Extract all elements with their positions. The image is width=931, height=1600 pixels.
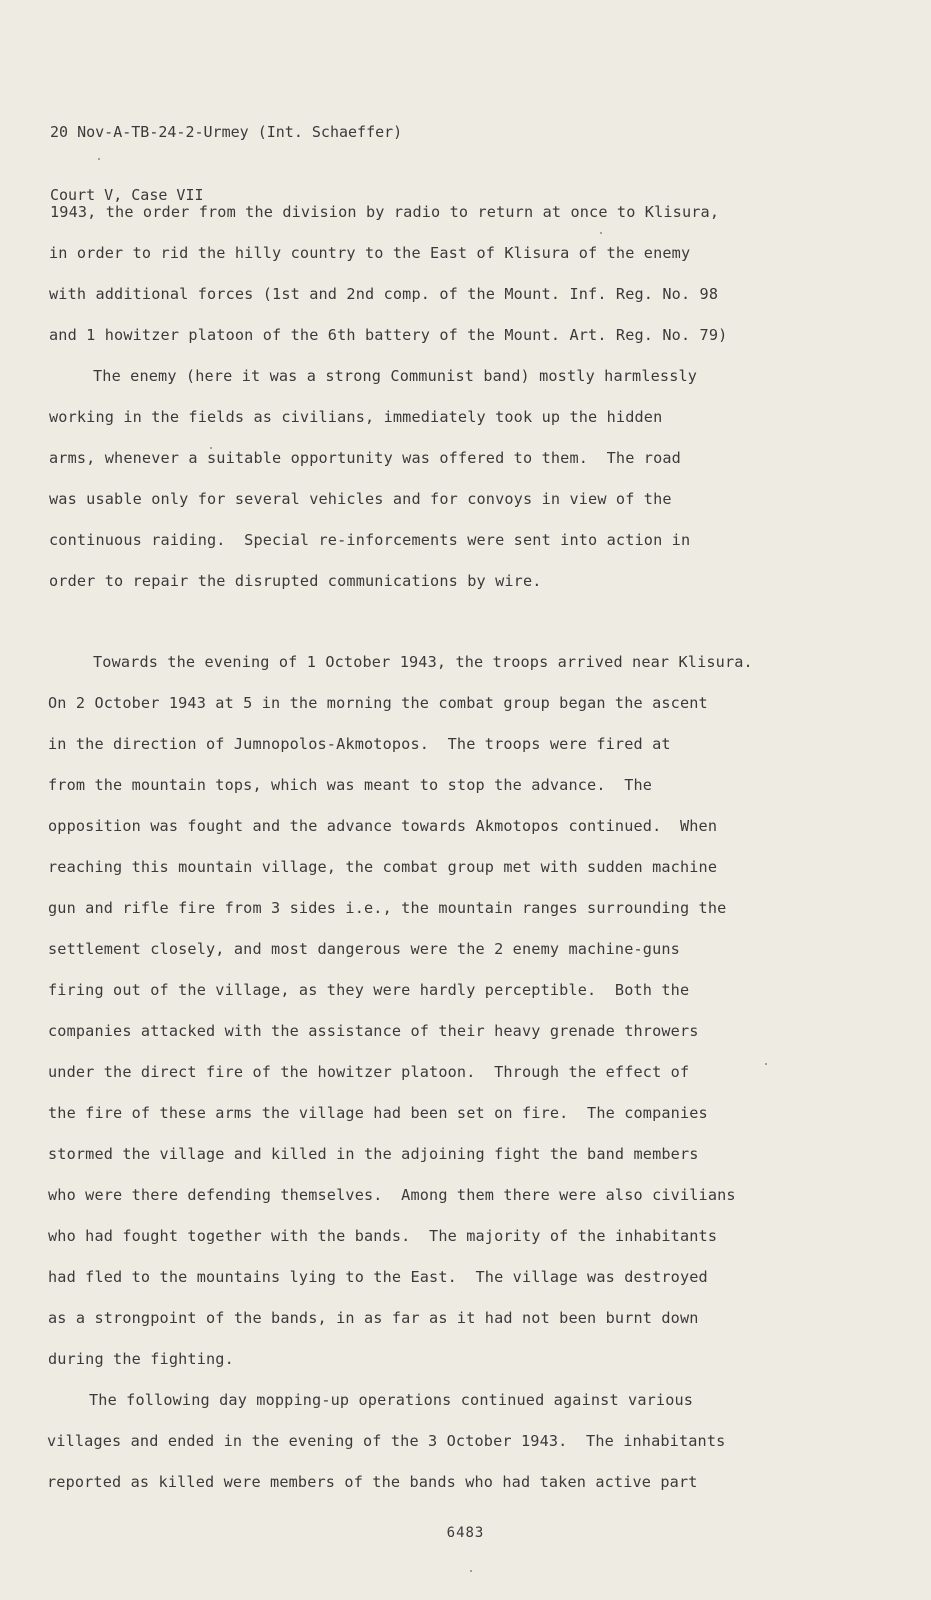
text-line: 1943, the order from the division by radio to return at once to Klisura, bbox=[50, 203, 720, 221]
text-line: reaching this mountain village, the combat group met with sudden machine bbox=[48, 858, 718, 876]
text-line: order to repair the disrupted communications by wire. bbox=[49, 572, 542, 590]
text-line: who were there defending themselves. Among them there were also civilians bbox=[48, 1186, 736, 1204]
paper-speck bbox=[470, 1570, 472, 1572]
paper-speck bbox=[600, 232, 602, 234]
text-line: and 1 howitzer platoon of the 6th battery of the Mount. Art. Reg. No. 79) bbox=[49, 326, 728, 344]
text-line: had fled to the mountains lying to the East. The village was destroyed bbox=[48, 1268, 708, 1286]
text-line: continuous raiding. Special re-inforcements were sent into action in bbox=[49, 531, 691, 549]
paper-speck bbox=[210, 447, 212, 449]
text-line: during the fighting. bbox=[48, 1350, 234, 1368]
text-line: stormed the village and killed in the adjoining fight the band members bbox=[48, 1145, 699, 1163]
text-line: with additional forces (1st and 2nd comp. of the Mount. Inf. Reg. No. 98 bbox=[49, 285, 719, 303]
text-line: in the direction of Jumnopolos-Akmotopos. The troops were fired at bbox=[48, 735, 671, 753]
text-line: was usable only for several vehicles and for convoys in view of the bbox=[49, 490, 672, 508]
paper-speck bbox=[765, 1063, 767, 1065]
text-line: as a strongpoint of the bands, in as far as it had not been burnt down bbox=[48, 1309, 699, 1327]
text-line: gun and rifle fire from 3 sides i.e., the mountain ranges surrounding the bbox=[48, 899, 727, 917]
text-line: Towards the evening of 1 October 1943, the troops arrived near Klisura. bbox=[93, 653, 753, 671]
paper-speck bbox=[98, 158, 100, 160]
text-line: opposition was fought and the advance towards Akmotopos continued. When bbox=[48, 817, 718, 835]
text-line: firing out of the village, as they were hardly perceptible. Both the bbox=[48, 981, 690, 999]
page-number: 6483 bbox=[446, 1525, 485, 1541]
text-line: from the mountain tops, which was meant to stop the advance. The bbox=[48, 776, 653, 794]
text-line: settlement closely, and most dangerous were the 2 enemy machine-guns bbox=[48, 940, 680, 958]
text-line: reported as killed were members of the bands who had taken active part bbox=[47, 1473, 698, 1491]
text-line: On 2 October 1943 at 5 in the morning the combat group began the ascent bbox=[48, 694, 708, 712]
text-line: who had fought together with the bands. The majority of the inhabitants bbox=[48, 1227, 718, 1245]
text-line: companies attacked with the assistance of their heavy grenade throwers bbox=[48, 1022, 699, 1040]
text-line: The enemy (here it was a strong Communist band) mostly harmlessly bbox=[93, 367, 698, 385]
text-line: working in the fields as civilians, immediately took up the hidden bbox=[49, 408, 663, 426]
text-line: under the direct fire of the howitzer platoon. Through the effect of bbox=[48, 1063, 690, 1081]
text-line: in order to rid the hilly country to the East of Klisura of the enemy bbox=[49, 244, 691, 262]
text-line: the fire of these arms the village had been set on fire. The companies bbox=[48, 1104, 708, 1122]
header-reference-line: 20 Nov-A-TB-24-2-Urmey (Int. Schaeffer) bbox=[50, 123, 403, 141]
document-header bbox=[50, 80, 402, 248]
header-court-line: Court V, Case VII bbox=[50, 186, 204, 204]
text-line: villages and ended in the evening of the 3 October 1943. The inhabitants bbox=[47, 1432, 726, 1450]
text-line: arms, whenever a suitable opportunity was offered to them. The road bbox=[49, 449, 681, 467]
text-line: The following day mopping-up operations continued against various bbox=[89, 1391, 694, 1409]
